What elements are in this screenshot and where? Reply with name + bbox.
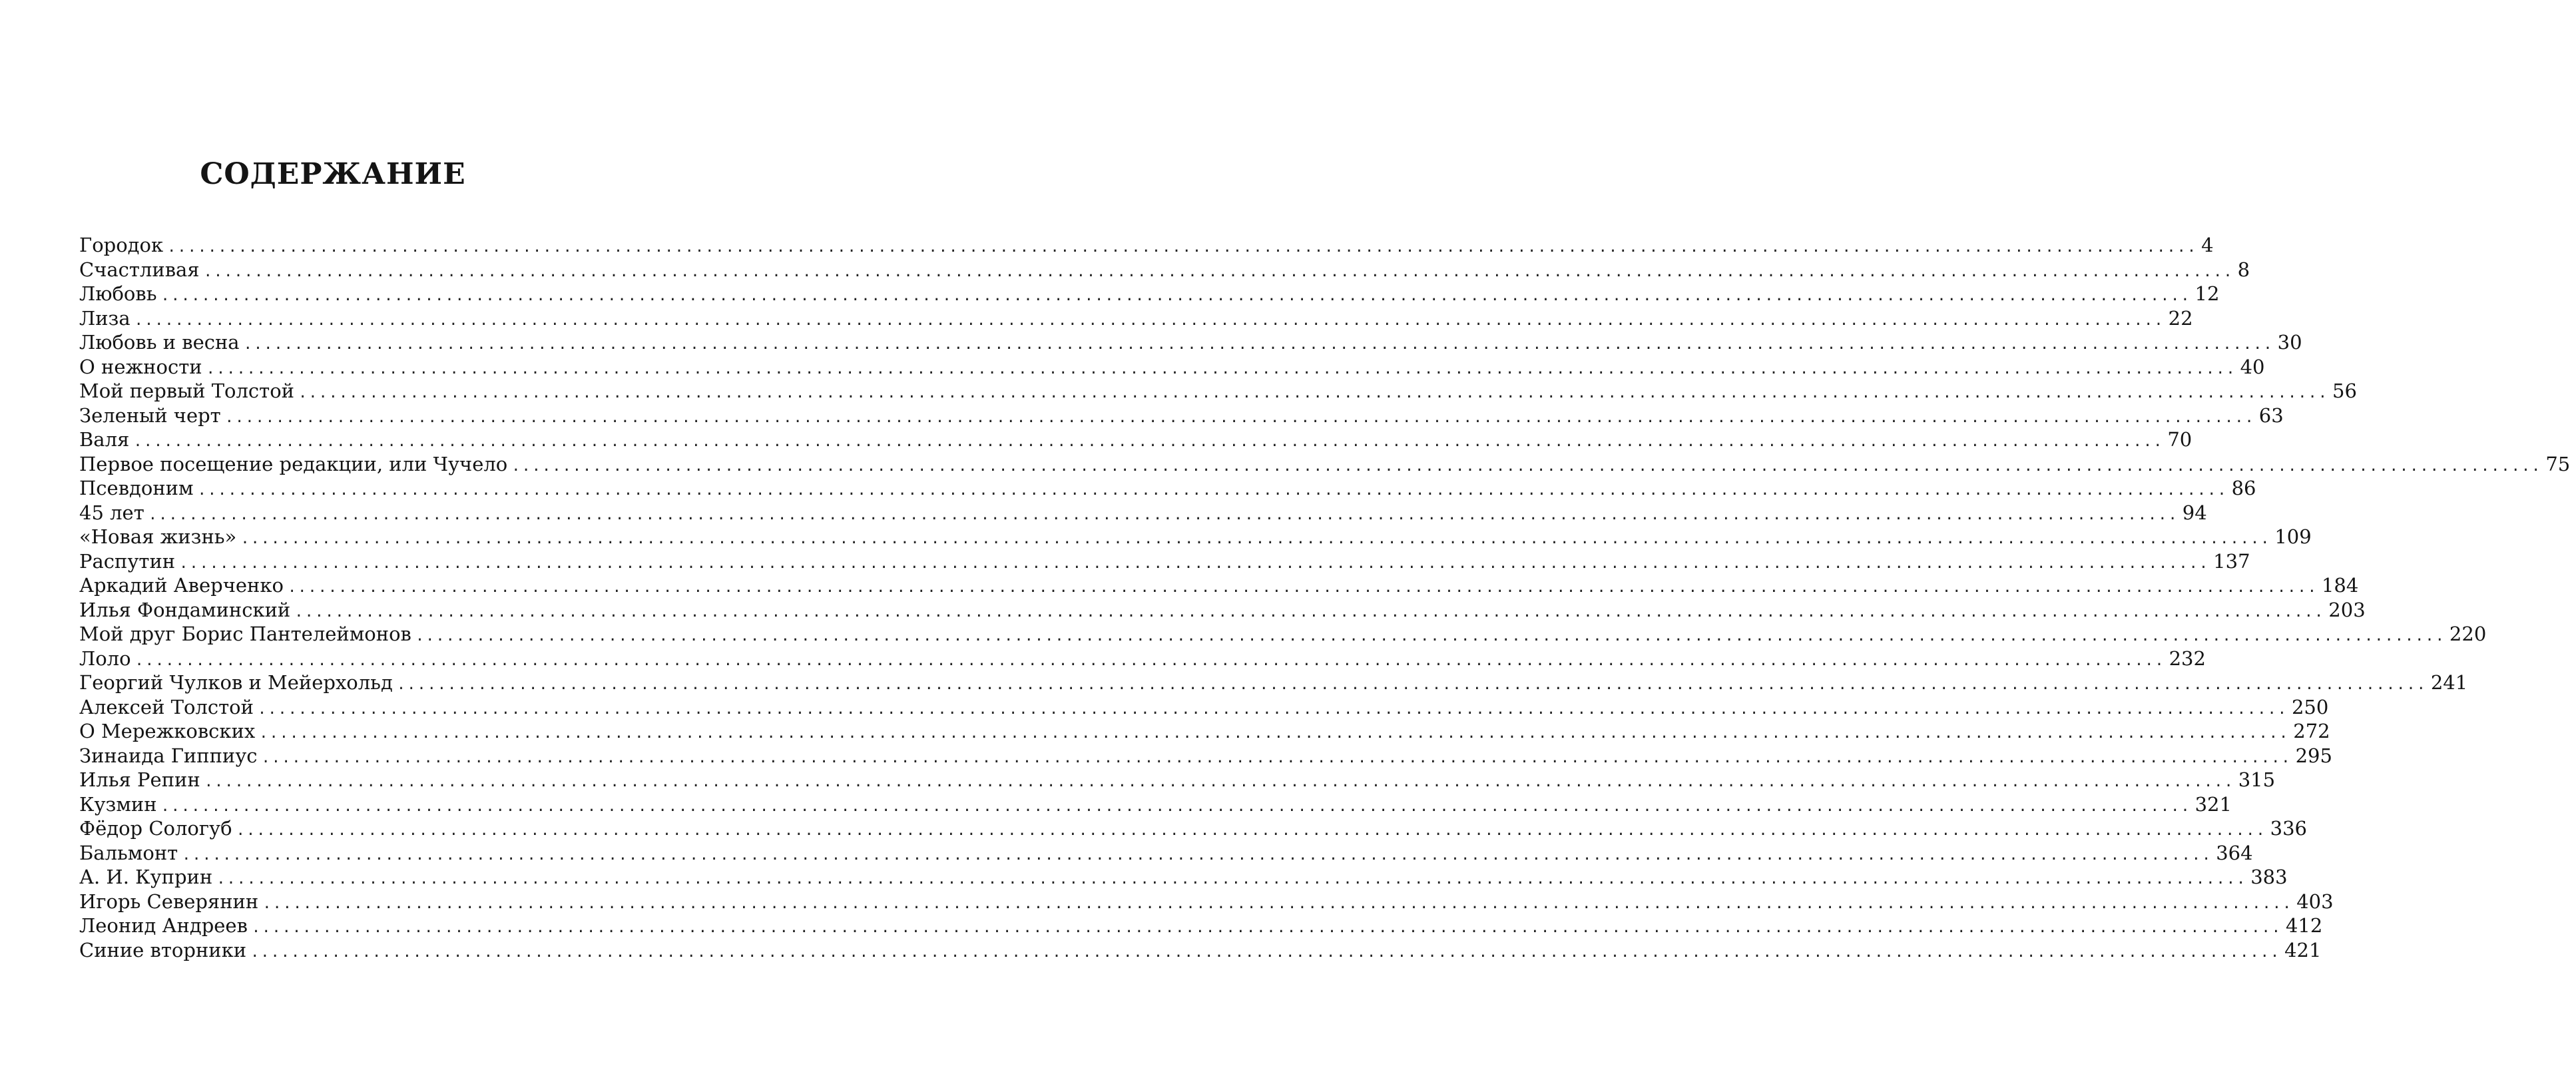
- toc-entry: [79, 890, 2334, 914]
- toc-page-number: 12: [2194, 282, 2220, 305]
- dot-leader: ........................................................................................................................................................................................................: [206, 360, 2236, 378]
- dot-leader: ........................................................................................................................................................................................................: [240, 531, 2271, 547]
- toc-entry: [79, 355, 2265, 380]
- toc-page-number: 321: [2194, 792, 2232, 816]
- toc-entry-title: Синие вторники: [79, 938, 247, 961]
- toc-page-number: 383: [2250, 866, 2288, 888]
- toc-page-number: 220: [2449, 623, 2487, 645]
- toc-page-number: 56: [2332, 380, 2357, 402]
- dot-leader: ........................................................................................................................................................................................................: [224, 409, 2255, 426]
- toc-entry-title: Илья Фондаминский: [79, 598, 291, 621]
- dot-leader: ........................................................................................................................................................................................................: [257, 700, 2288, 718]
- toc-entry: [79, 719, 2330, 744]
- toc-entry-title: Любовь и весна: [79, 331, 240, 354]
- toc-entry: [79, 330, 2302, 355]
- toc-entry: [79, 452, 2571, 477]
- toc-entry: [79, 695, 2329, 720]
- dot-leader: ........................................................................................................................................................................................................: [204, 774, 2234, 790]
- toc-entry-title: Счастливая: [79, 258, 200, 281]
- toc-page-number: 295: [2295, 744, 2332, 767]
- toc-entry: [79, 598, 2366, 623]
- toc-entry-title: О нежности: [79, 355, 202, 378]
- dot-leader: ........................................................................................................................................................................................................: [250, 943, 2281, 961]
- toc-entry-title: Фёдор Сологуб: [79, 817, 232, 840]
- toc-page-number: 232: [2169, 647, 2206, 670]
- toc-page-number: 137: [2213, 549, 2250, 573]
- toc-page-number: 315: [2238, 768, 2276, 791]
- toc-page-number: 203: [2328, 598, 2366, 621]
- dot-leader: ........................................................................................................................................................................................................: [261, 749, 2292, 766]
- toc-page-number: 412: [2285, 914, 2323, 937]
- toc-entry-title: «Новая жизнь»: [79, 525, 237, 548]
- dot-leader: ........................................................................................................................................................................................................: [167, 239, 2198, 256]
- toc-page-number: 403: [2296, 890, 2334, 913]
- dot-leader: ........................................................................................................................................................................................................: [134, 312, 2165, 329]
- toc-entry-title: Городок: [79, 234, 164, 256]
- toc-entry-title: Лоло: [79, 647, 131, 670]
- toc-entry-title: Любовь: [79, 282, 157, 305]
- toc-entry: [79, 549, 2250, 574]
- toc-entry: [79, 768, 2276, 792]
- toc-entry-title: Зеленый черт: [79, 404, 221, 427]
- dot-leader: ........................................................................................................................................................................................................: [160, 288, 2191, 304]
- toc-page-number: 94: [2182, 501, 2207, 524]
- dot-leader: ........................................................................................................................................................................................................: [259, 725, 2290, 742]
- toc-entry-title: Лиза: [79, 306, 130, 330]
- toc-page-number: 250: [2291, 695, 2329, 718]
- dot-leader: ........................................................................................................................................................................................................: [243, 336, 2274, 353]
- toc-entry-title: О Мережковских: [79, 720, 256, 742]
- toc-entry-title: Мой друг Борис Пантелеймонов: [79, 623, 411, 645]
- toc-entry: [79, 841, 2253, 866]
- dot-leader: ........................................................................................................................................................................................................: [160, 798, 2191, 815]
- toc-page-number: 272: [2293, 720, 2330, 742]
- toc-entry-title: Валя: [79, 428, 130, 451]
- dot-leader: ........................................................................................................................................................................................................: [197, 482, 2228, 499]
- dot-leader: ........................................................................................................................................................................................................: [182, 846, 2212, 864]
- toc-entry: [79, 671, 2468, 695]
- toc-entry-title: Первое посещение редакции, или Чучело: [79, 452, 508, 475]
- toc-page-number: 40: [2240, 355, 2265, 378]
- dot-leader: ........................................................................................................................................................................................................: [294, 603, 2325, 621]
- toc-page-number: 30: [2277, 331, 2302, 354]
- toc-entry: [79, 233, 2214, 258]
- toc-entry-title: Илья Репин: [79, 768, 200, 791]
- toc-page-number: 109: [2274, 525, 2312, 548]
- toc-entry-title: 45 лет: [79, 501, 144, 524]
- dot-leader: ........................................................................................................................................................................................................: [511, 457, 2542, 475]
- toc-entry-title: Псевдоним: [79, 477, 194, 499]
- toc-page-number: 22: [2168, 306, 2193, 330]
- toc-entry-title: Игорь Северянин: [79, 890, 259, 913]
- dot-leader: ........................................................................................................................................................................................................: [298, 385, 2329, 402]
- toc-entry-title: Бальмонт: [79, 841, 178, 864]
- toc-entry: [79, 379, 2357, 404]
- toc-entry-title: Георгий Чулков и Мейерхольд: [79, 671, 393, 694]
- toc-entry: [79, 501, 2207, 525]
- page-title: СОДЕРЖАНИЕ: [200, 157, 466, 191]
- toc-entry: [79, 573, 2359, 598]
- toc-page-number: 421: [2284, 938, 2322, 961]
- toc-entry: [79, 938, 2322, 963]
- dot-leader: ........................................................................................................................................................................................................: [148, 506, 2179, 523]
- dot-leader: ........................................................................................................................................................................................................: [251, 920, 2282, 936]
- toc-entry: [79, 865, 2288, 890]
- toc-page-number: 336: [2270, 817, 2307, 840]
- toc-entry-title: Распутин: [79, 549, 176, 573]
- toc-entry: [79, 427, 2192, 452]
- toc-entry: [79, 306, 2193, 331]
- table-of-contents: [79, 233, 2571, 962]
- toc-entry: [79, 525, 2312, 549]
- toc-page-number: 70: [2167, 428, 2192, 451]
- toc-entry-title: Леонид Андреев: [79, 914, 248, 937]
- toc-entry: [79, 816, 2307, 841]
- toc-entry-title: Мой первый Толстой: [79, 380, 295, 402]
- toc-entry: [79, 914, 2323, 938]
- toc-entry-title: Зинаида Гиппиус: [79, 744, 258, 767]
- toc-page-number: 75: [2545, 452, 2571, 475]
- toc-entry: [79, 258, 2250, 282]
- dot-leader: ........................................................................................................................................................................................................: [203, 263, 2234, 280]
- dot-leader: ........................................................................................................................................................................................................: [216, 871, 2247, 888]
- dot-leader: ........................................................................................................................................................................................................: [262, 895, 2293, 912]
- dot-leader: ........................................................................................................................................................................................................: [415, 628, 2446, 645]
- toc-page-number: 241: [2430, 671, 2468, 694]
- toc-entry: [79, 282, 2220, 306]
- dot-leader: ........................................................................................................................................................................................................: [287, 579, 2318, 596]
- toc-page-number: 4: [2201, 234, 2214, 256]
- toc-entry: [79, 622, 2487, 647]
- toc-page-number: 63: [2258, 404, 2284, 427]
- toc-entry: [79, 647, 2206, 671]
- toc-page-number: 184: [2321, 574, 2359, 597]
- toc-entry: [79, 744, 2332, 768]
- toc-entry-title: А. И. Куприн: [79, 866, 213, 888]
- toc-page-number: 364: [2216, 841, 2253, 864]
- dot-leader: ........................................................................................................................................................................................................: [134, 652, 2165, 669]
- toc-entry-title: Алексей Толстой: [79, 695, 254, 718]
- toc-page-number: 86: [2231, 477, 2256, 499]
- toc-page-number: 8: [2237, 258, 2250, 281]
- dot-leader: ........................................................................................................................................................................................................: [133, 433, 2164, 450]
- toc-entry-title: Аркадий Аверченко: [79, 574, 284, 597]
- dot-leader: ........................................................................................................................................................................................................: [236, 822, 2266, 839]
- toc-entry: [79, 404, 2284, 428]
- toc-entry-title: Кузмин: [79, 792, 157, 816]
- dot-leader: ........................................................................................................................................................................................................: [179, 555, 2210, 572]
- dot-leader: ........................................................................................................................................................................................................: [396, 676, 2427, 693]
- toc-entry: [79, 476, 2256, 501]
- toc-entry: [79, 792, 2232, 817]
